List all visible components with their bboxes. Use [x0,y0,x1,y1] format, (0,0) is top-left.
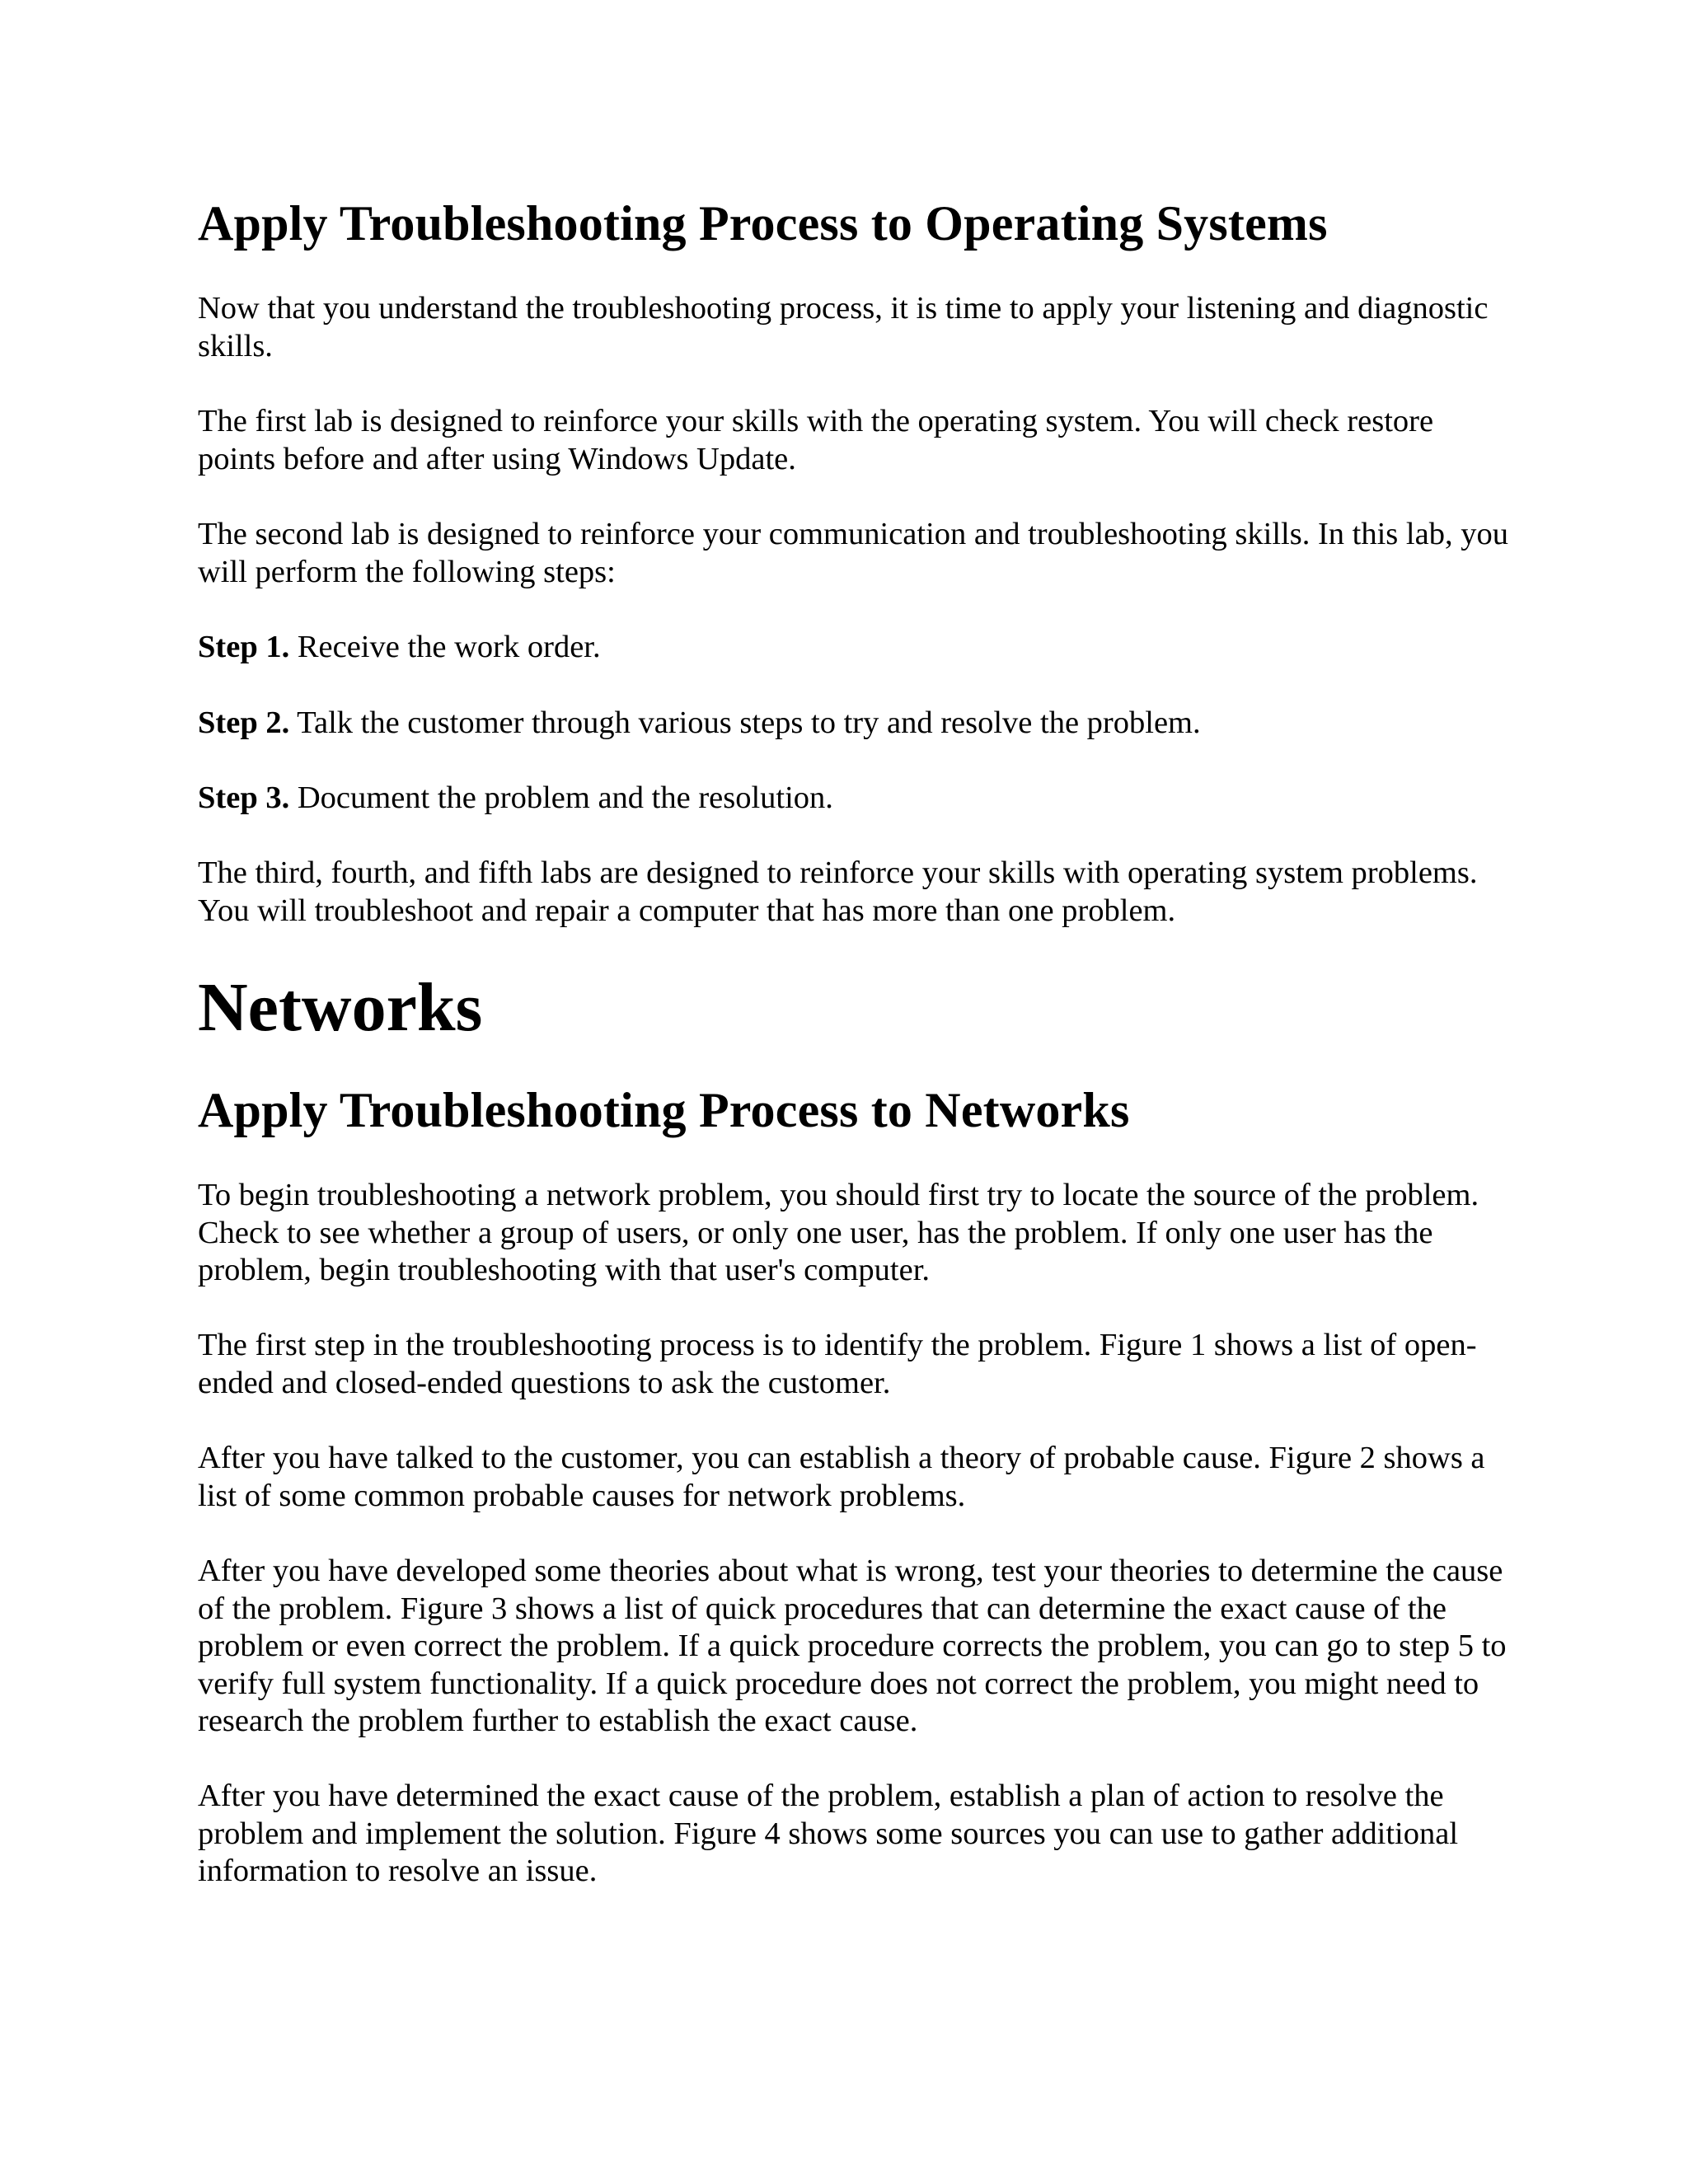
paragraph-second-lab: The second lab is designed to reinforce your communication and troubleshooting skills. In this lab, you will perform the following steps: [198,517,1508,589]
paragraph-test-theories: After you have developed some theories about what is wrong, test your theories to determine the cause of the problem. Figure 3 shows a list of quick procedures that can determine the exact cause of the problem or even correct the problem. If a quick procedure corrects the problem, you can go to step 5 to verify full system functionality. If a quick procedure does not correct the problem, you might need to research the problem further to establish the exact cause. [198,1554,1507,1738]
step-item [198,780,1517,818]
step-text: Receive the work order. [289,630,601,664]
paragraph-plan-of-action: After you have determined the exact cause of the problem, establish a plan of action to resolve the problem and implement the solution. Figure 4 shows some sources you can use to gather additional information to resolve an issue. [198,1779,1459,1888]
paragraph-other-labs: The third, fourth, and fifth labs are designed to reinforce your skills with operating system problems. You will troubleshoot and repair a computer that has more than one problem. [198,855,1478,928]
paragraph-first-lab: The first lab is designed to reinforce your skills with the operating system. You will check restore points before and after using Windows Update. [198,404,1434,476]
paragraph-identify-problem: The first step in the troubleshooting process is to identify the problem. Figure 1 shows a list of open-ended and closed-ended questions to ask the customer. [198,1328,1477,1400]
paragraph-intro: Now that you understand the troubleshooting process, it is time to apply your listening and diagnostic skills. [198,291,1489,363]
step-label: Step 2. [198,705,290,740]
step-label: Step 3. [198,780,290,815]
step-text: Document the problem and the resolution. [289,780,833,815]
section-title-networks: Networks [198,969,483,1046]
paragraph-locate-source: To begin troubleshooting a network problem, you should first try to locate the source of the problem. Check to see whether a group of users, or only one user, has the problem. If only one user has the problem, begin troubleshooting with that user's computer. [198,1178,1479,1287]
step-item [198,629,1517,667]
step-item [198,705,1517,743]
paragraph-probable-cause: After you have talked to the customer, you can establish a theory of probable cause. Figure 2 shows a list of some common probable causes for network problems. [198,1441,1485,1513]
step-text: Talk the customer through various steps to try and resolve the problem. [289,705,1201,740]
section-heading-networks: Apply Troubleshooting Process to Networks [198,1083,1130,1137]
section-heading-operating-systems: Apply Troubleshooting Process to Operating Systems [198,196,1328,251]
step-label: Step 1. [198,630,290,664]
